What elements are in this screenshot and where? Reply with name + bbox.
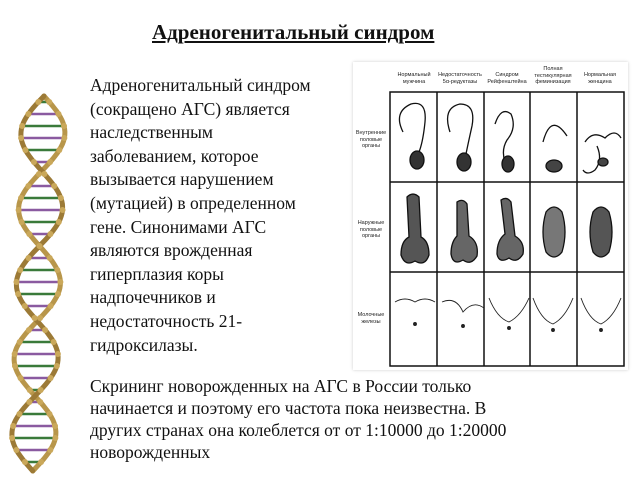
dna-node xyxy=(55,351,61,357)
dna-node xyxy=(16,411,22,417)
dna-node xyxy=(61,135,67,141)
dna-node xyxy=(58,195,64,201)
intro-line: наследственным xyxy=(90,122,213,143)
dna-node xyxy=(17,339,23,345)
column-header-reifenstein: Синдром Рейфенштейна xyxy=(487,72,527,85)
dna-node xyxy=(47,411,53,417)
dna-node xyxy=(41,171,47,177)
dna-node xyxy=(36,171,42,177)
dna-node xyxy=(51,183,57,189)
screening-line: новорожденных xyxy=(90,442,211,462)
slide-title: Адреногенитальный синдром xyxy=(152,20,435,44)
dna-node xyxy=(26,231,32,237)
dna-node xyxy=(60,207,66,213)
screening-line: начинается и поэтому его частота пока неизвестна. В xyxy=(90,398,487,418)
intro-line: недостаточность 21- xyxy=(90,310,243,331)
dna-node xyxy=(48,375,54,381)
dna-node xyxy=(47,447,53,453)
dna-node xyxy=(48,303,54,309)
dna-node xyxy=(35,99,41,105)
dna-node xyxy=(15,291,21,297)
intro-paragraph xyxy=(90,74,355,357)
dna-node xyxy=(9,435,15,441)
dna-node xyxy=(38,387,44,393)
row-label-external-organs: Наружные половые органы xyxy=(357,220,385,239)
screening-paragraph xyxy=(90,375,630,463)
anatomy-table-grid xyxy=(353,62,628,370)
dna-node xyxy=(26,327,32,333)
dna-node xyxy=(32,315,38,321)
row-label-breasts: Молочные железы xyxy=(357,312,385,325)
dna-node xyxy=(22,303,28,309)
intro-line: гидроксилазы. xyxy=(90,334,198,355)
row-label-internal-organs: Внутренние половые органы xyxy=(355,130,387,149)
dna-node xyxy=(22,147,28,153)
dna-node xyxy=(31,159,37,165)
breast-sketches xyxy=(395,298,621,332)
screening-line: других странах она колеблется от от 1:10000 до 1:20000 xyxy=(90,420,507,440)
dna-node xyxy=(42,327,48,333)
intro-line: (сокращено АГС) является xyxy=(90,98,290,119)
dna-node xyxy=(54,363,60,369)
dna-node xyxy=(13,279,19,285)
dna-node xyxy=(16,207,22,213)
dna-helix-image xyxy=(0,88,90,480)
dna-node xyxy=(19,123,25,129)
external-organs-sketches xyxy=(401,194,612,263)
intro-line: вызывается нарушением xyxy=(90,169,274,190)
dna-node xyxy=(12,351,18,357)
dna-node xyxy=(12,363,18,369)
intro-line: являются врожденная xyxy=(90,240,253,261)
internal-organs-sketches xyxy=(399,103,621,173)
intro-line: гиперплазия коры xyxy=(90,263,224,284)
dna-node xyxy=(54,267,60,273)
intro-line: Адреногенитальный синдром xyxy=(90,75,311,95)
dna-node xyxy=(46,99,52,105)
column-header-normal-male: Нормальный мужчина xyxy=(397,72,431,85)
anatomy-comparison-figure xyxy=(353,62,628,370)
dna-node xyxy=(18,135,24,141)
dna-node xyxy=(26,255,32,261)
dna-node xyxy=(56,219,62,225)
dna-node xyxy=(37,315,43,321)
dna-node xyxy=(10,423,16,429)
dna-node xyxy=(61,123,67,129)
intro-line: надпочечников и xyxy=(90,287,216,308)
dna-node xyxy=(37,399,43,405)
dna-node xyxy=(22,459,28,465)
dna-node xyxy=(37,243,43,249)
screening-line: Скрининг новорожденных на АГС в России только xyxy=(90,376,472,396)
dna-node xyxy=(56,111,62,117)
intro-line: (мутацией) в определенном xyxy=(90,192,296,213)
dna-node xyxy=(25,183,31,189)
dna-node xyxy=(25,111,31,117)
dna-node xyxy=(52,435,58,441)
intro-line: заболеванием, которое xyxy=(90,145,259,166)
dna-node xyxy=(18,195,24,201)
dna-node xyxy=(47,159,53,165)
dna-node xyxy=(47,231,53,237)
dna-node xyxy=(17,375,23,381)
dna-node xyxy=(51,339,57,345)
dna-node xyxy=(13,447,19,453)
intro-line: гене. Синонимами АГС xyxy=(90,216,267,237)
dna-node xyxy=(38,459,44,465)
dna-node xyxy=(19,219,25,225)
dna-node xyxy=(57,279,63,285)
column-header-normal-female: Нормальная женщина xyxy=(583,72,617,85)
dna-node xyxy=(47,255,53,261)
dna-node xyxy=(52,423,58,429)
dna-node xyxy=(26,399,32,405)
dna-node xyxy=(55,291,61,297)
dna-node xyxy=(17,267,23,273)
column-header-testicular-feminization: Полная тестикулярная феминизация xyxy=(534,66,572,85)
dna-node xyxy=(56,147,62,153)
dna-node xyxy=(27,387,33,393)
column-header-5a-reductase: Недостаточность 5α-редуктазы xyxy=(438,72,482,85)
